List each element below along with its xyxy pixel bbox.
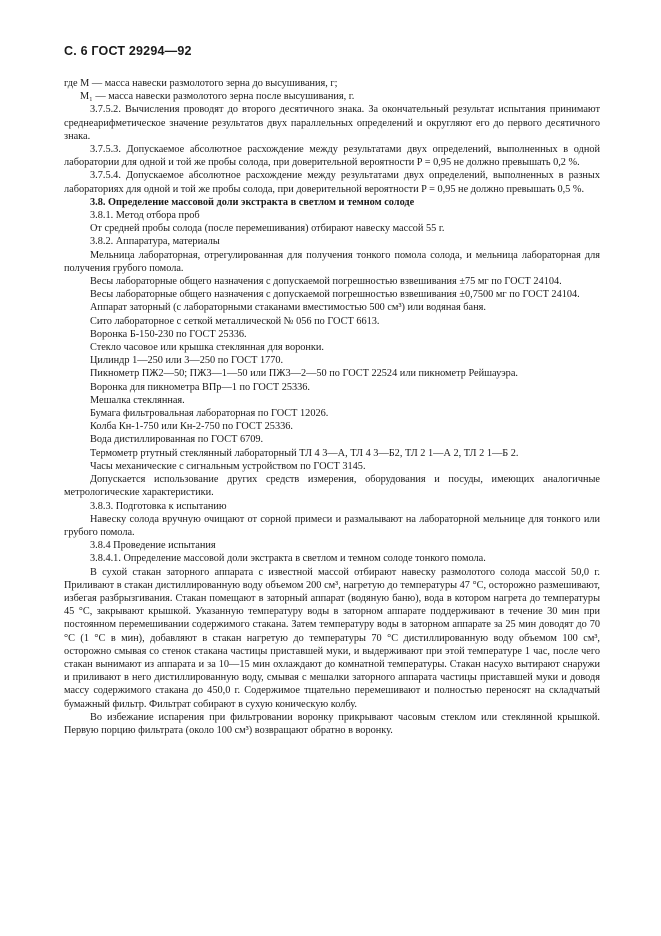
paragraph: Навеску солода вручную очищают от сорной примеси и размалывают на лабораторной мельнице для тонкого или грубого помола.: [64, 513, 600, 538]
paragraph: 3.7.5.3. Допускаемое абсолютное расхождение между результатами двух определений, выполненных в одной лаборатории для одной и той же пробы солода, при доверительной вероятности P = 0,95 не должно превышать 0,2 %.: [64, 144, 600, 169]
paragraph: Термометр ртутный стеклянный лабораторный ТЛ 4 3—А, ТЛ 4 3—Б2, ТЛ 2 1—А 2, ТЛ 2 1—Б 2.: [90, 447, 519, 459]
paragraph: 3.8.3. Подготовка к испытанию: [90, 500, 227, 512]
paragraph: Вода дистиллированная по ГОСТ 6709.: [90, 434, 264, 446]
paragraph: 3.7.5.2. Вычисления проводят до второго десятичного знака. За окончательный результат испытания принимают среднеарифметическое значение результатов двух параллельных определений и округляют его до первого десятичного знака.: [64, 104, 600, 142]
paragraph: Допускается использование других средств измерения, оборудования и посуды, имеющих аналогичные метрологические характеристики.: [64, 474, 600, 499]
paragraph: Воронка для пикнометра ВПр—1 по ГОСТ 25336.: [90, 381, 311, 393]
page-header: С. 6 ГОСТ 29294—92: [64, 44, 192, 58]
paragraph: 3.8.4.1. Определение массовой доли экстракта в светлом и темном солоде тонкого помола.: [90, 553, 486, 565]
document-body: [64, 77, 600, 737]
paragraph: Во избежание испарения при фильтровании воронку прикрывают часовым стеклом или стеклянной крышкой. Первую порцию фильтрата (около 100 см³) возвращают обратно в воронку.: [64, 711, 600, 736]
paragraph: 3.8.1. Метод отбора проб: [90, 210, 200, 222]
paragraph: Бумага фильтровальная лабораторная по ГОСТ 12026.: [90, 408, 329, 420]
paragraph: Часы механические с сигнальным устройством по ГОСТ 3145.: [90, 460, 366, 472]
paragraph: где M — масса навески размолотого зерна до высушивания, г;: [64, 78, 338, 89]
paragraph: 3.8.4 Проведение испытания: [90, 540, 216, 552]
paragraph: Воронка Б-150-230 по ГОСТ 25336.: [90, 328, 247, 340]
paragraph: M₁ — масса навески размолотого зерна после высушивания, г.: [80, 91, 355, 103]
paragraph: Пикнометр ПЖ2—50; ПЖ3—1—50 или ПЖ3—2—50 по ГОСТ 22524 или пикнометр Рейшауэра.: [90, 368, 518, 380]
paragraph: 3.8.2. Аппаратура, материалы: [90, 236, 220, 248]
paragraph: В сухой стакан заторного аппарата с известной массой отбирают навеску размолотого солода массой 50,0 г. Приливают в стакан дистиллированную воду объемом 200 см³, нагретую до температуры 47 °С, осторожно размешивают, избегая разбрызгивания. Стакан помещают в заторный аппарат (водяную баню), вода в котором нагрета до температуры 45 °С, закрывают крышкой. Указанную температуру воды в заторном аппарате поддерживают в течение 30 мин при постоянном перемешивании содержимого стакана. Затем температуру воды в заторном аппарате за 25 мин доводят до 70 °С (1 °С в мин), добавляют в стакан нагретую до температуры 70 °С дистиллированную воду объемом 100 см³, осторожно смывая со стенок стакана частицы приставшей муки, и выдерживают при этой температуре 1 час, после чего стакан вынимают из аппарата и за 10—15 мин охлаждают до комнатной температуры. Стакан насухо вытирают снаружи и приливают в него дистиллированную воду, смывая с мешалки заторного аппарата частицы приставшей муки и доводя массу содержимого стакана до 450,0 г. Содержимое тщательно перемешивают и полностью переносят на складчатый бумажный фильтр. Фильтрат собирают в сухую коническую колбу.: [64, 566, 600, 710]
paragraph: Мешалка стеклянная.: [90, 394, 185, 406]
paragraph: Колба Кн-1-750 или Кн-2-750 по ГОСТ 25336.: [90, 421, 293, 433]
paragraph: Мельница лабораторная, отрегулированная для получения тонкого помола солода, и мельница лабораторная для получения грубого помола.: [64, 249, 600, 274]
section-heading: 3.8. Определение массовой доли экстракта в светлом и темном солоде: [90, 196, 415, 208]
paragraph: Стекло часовое или крышка стеклянная для воронки.: [90, 342, 325, 354]
paragraph: Сито лабораторное с сеткой металлической № 056 по ГОСТ 6613.: [90, 315, 380, 327]
paragraph: Весы лабораторные общего назначения с допускаемой погрешностью взвешивания ±75 мг по ГОСТ 24104.: [90, 276, 562, 288]
paragraph: Весы лабораторные общего назначения с допускаемой погрешностью взвешивания ±0,7500 мг по ГОСТ 24104.: [90, 289, 580, 301]
paragraph: Цилиндр 1—250 или 3—250 по ГОСТ 1770.: [90, 355, 284, 367]
paragraph: От средней пробы солода (после перемешивания) отбирают навеску массой 55 г.: [90, 223, 445, 235]
paragraph: 3.7.5.4. Допускаемое абсолютное расхождение между результатами двух определений, выполненных в разных лабораториях для одной и той же пробы солода, при доверительной вероятности P = 0,95 не должно превышать 0,5 %.: [64, 170, 600, 195]
paragraph: Аппарат заторный (с лабораторными стаканами вместимостью 500 см³) или водяная баня.: [90, 302, 486, 314]
